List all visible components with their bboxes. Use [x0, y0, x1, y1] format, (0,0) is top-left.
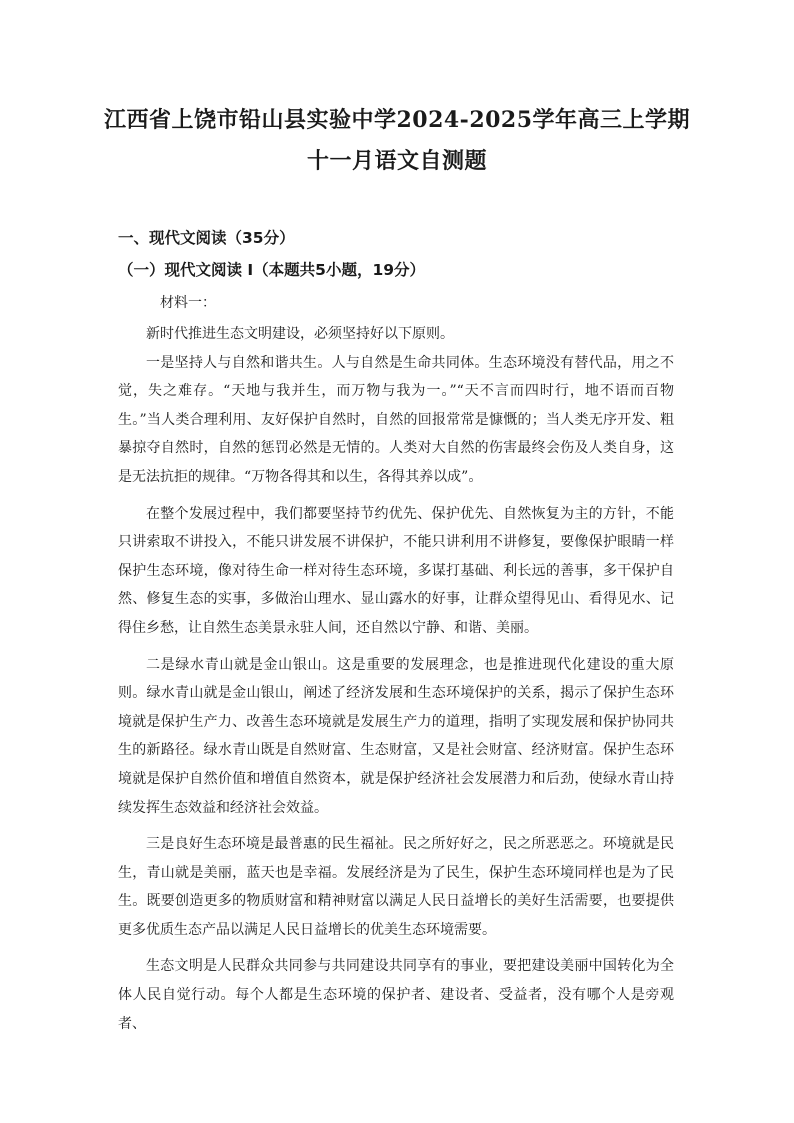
paragraph: 生态文明是人民群众共同参与共同建设共同享有的事业，要把建设美丽中国转化为全体人民自觉行动。每个人都是生态环境的保护者、建设者、受益者，没有哪个人是旁观者、 — [118, 958, 674, 1032]
article-body — [118, 320, 674, 1038]
document-title-line2: 十一月语文自测题 — [306, 148, 487, 174]
section-heading: 一、现代文阅读（35分） — [118, 229, 295, 247]
subsection-heading: （一）现代文阅读 I（本题共5小题，19分） — [118, 261, 426, 279]
material-label: 材料一： — [160, 295, 216, 311]
paragraph: 在整个发展过程中，我们都要坚持节约优先、保护优先、自然恢复为主的方针，不能只讲索取不讲投入，不能只讲发展不讲保护，不能只讲利用不讲修复，要像保护眼睛一样保护生态环境，像对待生命一样对待生态环境，多谋打基础、利长远的善事，多干保护自然、修复生态的实事，多做治山理水、显山露水的好事，让群众望得见山、看得见水、记得住乡愁，让自然生态美景永驻人间，还自然以宁静、和谐、美丽。 — [118, 505, 674, 636]
paragraph: 新时代推进生态文明建设，必须坚持好以下原则。 — [146, 326, 454, 342]
paragraph: 一是坚持人与自然和谐共生。人与自然是生命共同体。生态环境没有替代品，用之不觉，失之难存。“天地与我并生，而万物与我为一。”“天不言而四时行，地不语而百物生。”当人类合理利用、友好保护自然时，自然的回报常常是慷慨的；当人类无序开发、粗暴掠夺自然时，自然的惩罚必然是无情的。人类对大自然的伤害最终会伤及人类自身，这是无法抗拒的规律。“万物各得其和以生，各得其养以成”。 — [118, 354, 674, 485]
document-title-line1: 江西省上饶市铅山县实验中学2024-2025学年高三上学期 — [103, 107, 691, 133]
paragraph: 二是绿水青山就是金山银山。这是重要的发展理念，也是推进现代化建设的重大原则。绿水青山就是金山银山，阐述了经济发展和生态环境保护的关系，揭示了保护生态环境就是保护生产力、改善生态环境就是发展生产力的道理，指明了实现发展和保护协同共生的新路径。绿水青山既是自然财富、生态财富，又是社会财富、经济财富。保护生态环境就是保护自然价值和增值自然资本，就是保护经济社会发展潜力和后劲，使绿水青山持续发挥生态效益和经济社会效益。 — [118, 656, 674, 816]
paragraph: 三是良好生态环境是最普惠的民生福祉。民之所好好之，民之所恶恶之。环境就是民生，青山就是美丽，蓝天也是幸福。发展经济是为了民生，保护生态环境同样也是为了民生。既要创造更多的物质财富和精神财富以满足人民日益增长的美好生活需要，也要提供更多优质生态产品以满足人民日益增长的优美生态环境需要。 — [118, 836, 674, 938]
